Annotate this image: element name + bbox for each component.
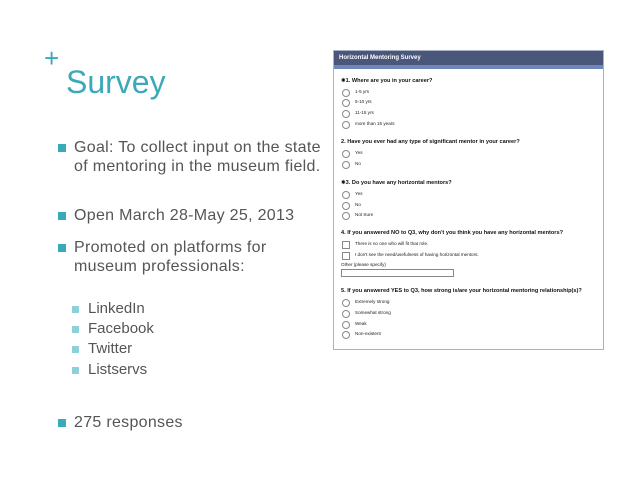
radio-q5-2[interactable] (342, 310, 350, 318)
other-label: Other (please specify) (341, 262, 386, 267)
option-label: more than 15 years (355, 121, 395, 126)
option-label: Non-existent (355, 331, 381, 336)
survey-screenshot (333, 50, 604, 350)
option-label: I don't see the need/usefulness of having horizontal mentors. (355, 252, 479, 257)
option-label: 11-15 yrs (355, 110, 374, 115)
option-label: No (355, 202, 361, 207)
radio-q1-1[interactable] (342, 89, 350, 97)
sub-bullet-text: Facebook (88, 320, 154, 337)
bullet-open-text: Open March 28-May 25, 2013 (74, 207, 295, 224)
survey-header-bar (334, 65, 603, 69)
radio-q3-2[interactable] (342, 202, 350, 210)
option-label: Yes (355, 191, 363, 196)
sub-bullet-square (72, 326, 79, 333)
option-label: Extremely strong (355, 299, 390, 304)
other-text-input[interactable] (341, 269, 454, 277)
question-4: 4. If you answered NO to Q3, why don't you think you have any horizontal mentors? (341, 230, 564, 236)
checkbox-q4-2[interactable] (342, 252, 350, 260)
sub-bullet-text: Listservs (88, 361, 148, 378)
plus-mark: + (44, 43, 60, 73)
bullet-square (58, 419, 66, 427)
question-5: 5. If you answered YES to Q3, how strong is/are your horizontal mentoring relationship(s)? (341, 288, 582, 294)
radio-q5-4[interactable] (342, 331, 350, 339)
option-label: 1-5 yrs (355, 89, 370, 94)
radio-q2-1[interactable] (342, 150, 350, 158)
radio-q3-1[interactable] (342, 191, 350, 199)
option-label: Not Sure (355, 212, 374, 217)
sub-bullet-text: Twitter (88, 340, 133, 357)
question-2: 2. Have you ever had any type of significant mentor in your career? (341, 139, 520, 145)
option-label: Yes (355, 150, 363, 155)
survey-header: Horizontal Mentoring Survey (334, 51, 603, 65)
question-1: ✵1. Where are you in your career? (341, 78, 433, 84)
sub-bullet-text: LinkedIn (88, 300, 145, 317)
sub-bullet-square (72, 367, 79, 374)
radio-q5-1[interactable] (342, 299, 350, 307)
checkbox-q4-1[interactable] (342, 241, 350, 249)
sub-bullet-square (72, 346, 79, 353)
bullet-square (58, 144, 66, 152)
option-label: Somewhat strong (355, 310, 391, 315)
option-label: No (355, 161, 361, 166)
bullet-square (58, 212, 66, 220)
bullet-goal-text: Goal: To collect input on the state of mentoring in the museum field. (74, 139, 321, 175)
slide-title: Survey (66, 64, 166, 100)
bullet-square (58, 244, 66, 252)
option-label: Weak (355, 321, 367, 326)
option-label: There is no one who will fit that role. (355, 241, 429, 246)
bullet-promoted-text: Promoted on platforms for museum professionals: (74, 239, 267, 275)
sub-bullet-square (72, 306, 79, 313)
radio-q1-3[interactable] (342, 110, 350, 118)
option-label: 5-10 yrs (355, 99, 372, 104)
bullet-responses-text: 275 responses (74, 414, 183, 431)
radio-q3-3[interactable] (342, 212, 350, 220)
radio-q1-2[interactable] (342, 99, 350, 107)
radio-q2-2[interactable] (342, 161, 350, 169)
radio-q1-4[interactable] (342, 121, 350, 129)
question-3: ✵3. Do you have any horizontal mentors? (341, 180, 452, 186)
radio-q5-3[interactable] (342, 321, 350, 329)
